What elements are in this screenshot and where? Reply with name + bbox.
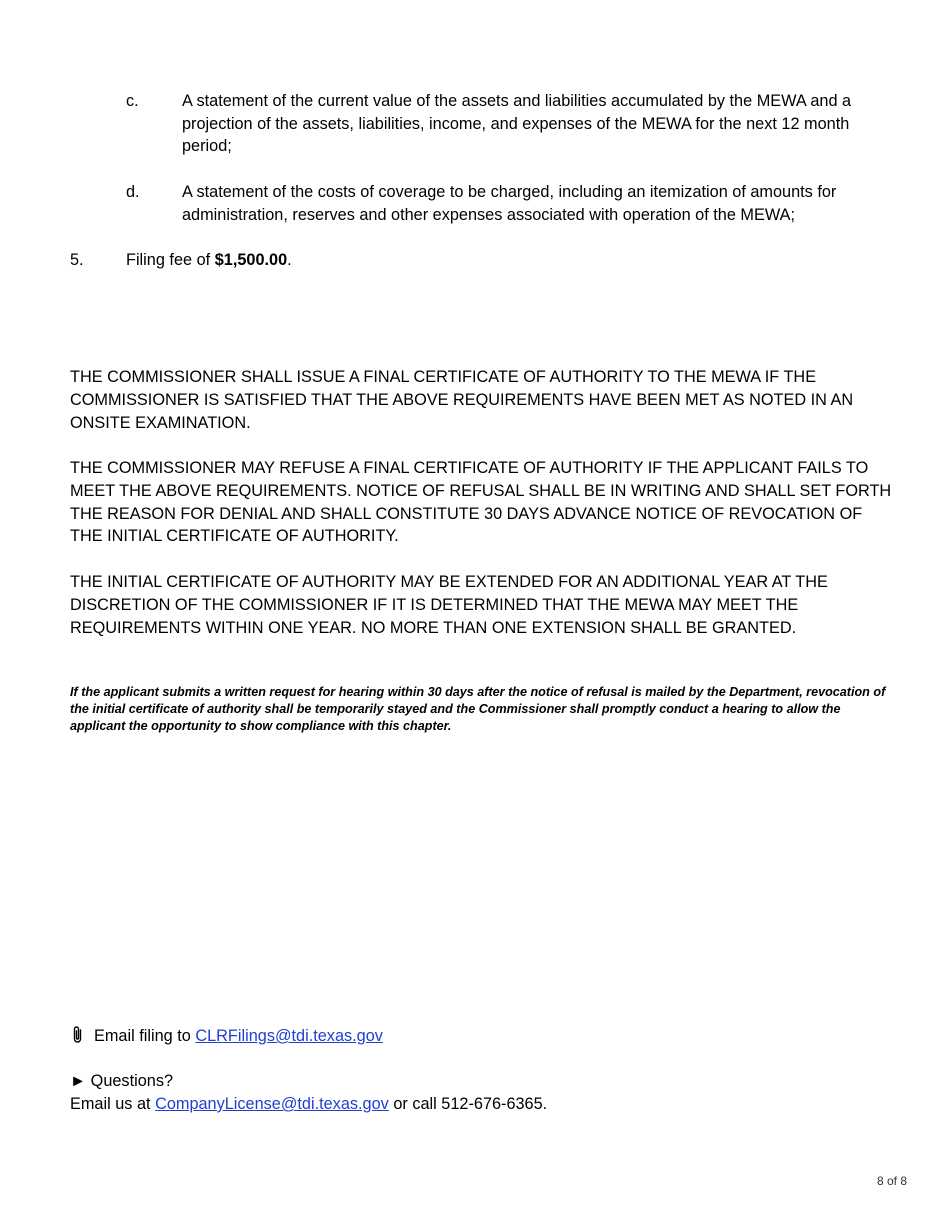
extension-paragraph: THE INITIAL CERTIFICATE OF AUTHORITY MAY BE EXTENDED FOR AN ADDITIONAL YEAR AT THE DISCRETION OF THE COMMISSIONER IF IT IS DETERMINED THAT THE MEWA MAY MEET THE REQUIREMENTS WITHIN ONE YEAR. NO MORE THAN ONE EXTENSION SHALL BE GRANTED. xyxy=(70,573,828,637)
filing-fee-amount: $1,500.00 xyxy=(214,251,288,269)
phone-text: or call 512-676-6365. xyxy=(388,1095,548,1113)
filing-fee-text xyxy=(126,249,292,272)
email-filing-label: Email filing to xyxy=(94,1027,196,1045)
list-item-d xyxy=(126,181,896,226)
filing-fee-period: . xyxy=(287,251,292,269)
hearing-note: If the applicant submits a written request for hearing within 30 days after the notice of refusal is mailed by the Department, revocation of the initial certificate of authority shall be temporarily stayed and the Commissioner shall promptly conduct a hearing to allow the applicant the opportunity to show compliance with this chapter. xyxy=(70,685,886,734)
paperclip-icon xyxy=(70,1025,86,1045)
questions-label: Questions? xyxy=(86,1072,174,1090)
list-marker: 5. xyxy=(70,251,84,269)
list-item-c xyxy=(126,90,896,158)
email-filing-line xyxy=(70,1025,383,1048)
final-certificate-paragraph: THE COMMISSIONER SHALL ISSUE A FINAL CERTIFICATE OF AUTHORITY TO THE MEWA IF THE COMMISSIONER IS SATISFIED THAT THE ABOVE REQUIREMENTS HAVE BEEN MET AS NOTED IN AN ONSITE EXAMINATION. xyxy=(70,368,854,432)
page-number: 8 of 8 xyxy=(876,1174,907,1188)
list-item-text: A statement of the costs of coverage to be charged, including an itemization of amounts for administration, reserves and other expenses associated with operation of the MEWA; xyxy=(182,183,837,224)
email-us-line xyxy=(70,1093,547,1116)
list-item-5 xyxy=(70,249,292,272)
list-marker: d. xyxy=(126,183,140,201)
list-item-text: A statement of the current value of the assets and liabilities accumulated by the MEWA and a projection of the assets, liabilities, income, and expenses of the MEWA for the next 12 month period; xyxy=(182,92,852,155)
company-license-email-link[interactable]: CompanyLicense@tdi.texas.gov xyxy=(155,1095,389,1113)
filing-fee-label: Filing fee of xyxy=(126,251,215,269)
play-arrow-icon: ► xyxy=(70,1072,87,1090)
email-us-label: Email us at xyxy=(70,1095,156,1113)
list-marker: c. xyxy=(126,92,139,110)
refusal-paragraph: THE COMMISSIONER MAY REFUSE A FINAL CERTIFICATE OF AUTHORITY IF THE APPLICANT FAILS TO MEET THE ABOVE REQUIREMENTS. NOTICE OF REFUSAL SHALL BE IN WRITING AND SHALL SET FORTH THE REASON FOR DENIAL AND SHALL CONSTITUTE 30 DAYS ADVANCE NOTICE OF REVOCATION OF THE INITIAL CERTIFICATE OF AUTHORITY. xyxy=(70,459,892,546)
questions-line xyxy=(70,1070,173,1093)
clr-filings-email-link[interactable]: CLRFilings@tdi.texas.gov xyxy=(195,1027,383,1045)
